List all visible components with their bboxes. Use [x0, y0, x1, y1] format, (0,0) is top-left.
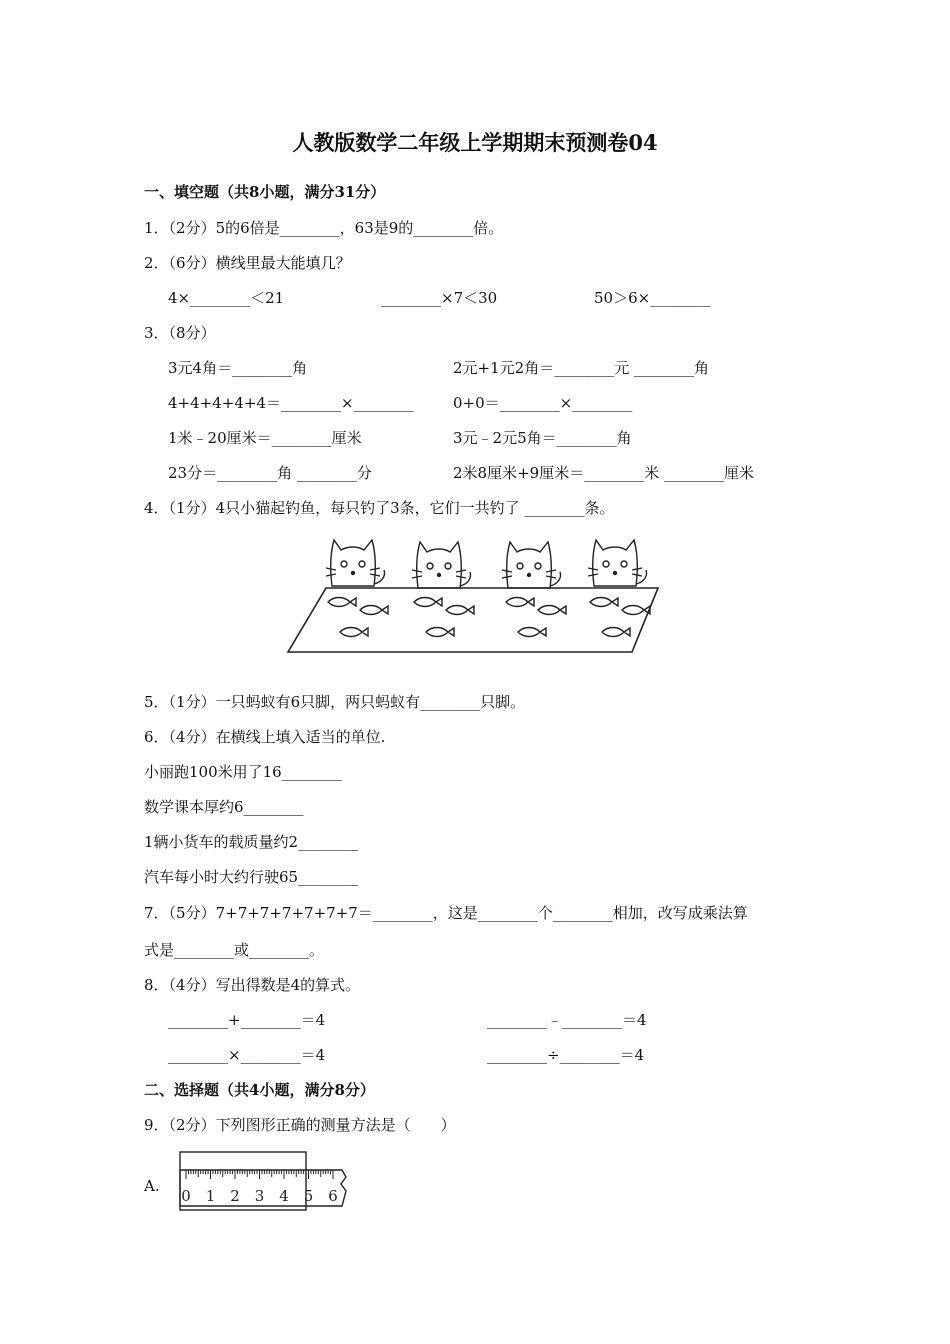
ruler-measurement-figure: [176, 1150, 352, 1214]
q6-item-3: 1辆小货车的载质量约2________: [144, 833, 359, 851]
fish-icon-group: [414, 598, 474, 637]
q2-item-3: 50＞6×________: [594, 289, 711, 307]
cats-fishing-illustration: [286, 528, 666, 660]
q3-row1-left: 3元4角＝________角: [168, 359, 308, 377]
ruler-tick-label: 2: [230, 1187, 240, 1205]
q3-row2-left: 4+4+4+4+4＝________×________: [168, 394, 414, 412]
cat-icon: [326, 540, 385, 586]
ruler-tick-label: 6: [328, 1187, 338, 1205]
q3-row3-left: 1米﹣20厘米＝________厘米: [168, 429, 362, 447]
cat-icon: [588, 540, 647, 586]
question-5: 5．（1分）一只蚂蚁有6只脚，两只蚂蚁有________只脚。: [144, 693, 526, 711]
section-heading-choice: 二、选择题（共4小题，满分8分）: [144, 1081, 375, 1099]
q3-row4-left: 23分＝________角 ________分: [168, 464, 372, 482]
question-2: 2．（6分）横线里最大能填几？: [144, 254, 351, 272]
fish-icon-group: [506, 598, 566, 637]
question-7-continued: 式是________或________。: [144, 941, 325, 959]
section-heading-fill-in: 一、填空题（共8小题，满分31分）: [144, 183, 386, 201]
question-1: 1．（2分）5的6倍是________，63是9的________倍。: [144, 219, 504, 237]
question-3: 3．（8分）: [144, 324, 216, 342]
q3-row4-right: 2米8厘米+9厘米＝________米 ________厘米: [453, 464, 754, 482]
question-6: 6．（4分）在横线上填入适当的单位.: [144, 728, 386, 746]
q6-item-4: 汽车每小时大约行驶65________: [144, 868, 359, 886]
question-4: 4．（1分）4只小猫起钓鱼，每只钓了3条，它们一共钓了 ________条。: [144, 499, 615, 517]
q8-item-2: ________﹣________＝4: [487, 1011, 647, 1029]
q6-item-2: 数学课本厚约6________: [144, 798, 304, 816]
question-9: 9．（2分）下列图形正确的测量方法是（ ）: [144, 1116, 456, 1134]
ruler-tick-label: 3: [254, 1187, 265, 1205]
page-title: 人教版数学二年级上学期期末预测卷04: [292, 130, 658, 155]
cat-icon: [412, 542, 471, 588]
cat-icon: [502, 542, 561, 588]
q3-row2-right: 0+0＝________×________: [453, 394, 633, 412]
q2-item-1: 4×________＜21: [168, 289, 285, 307]
ruler-tick-label: 5: [303, 1187, 314, 1205]
question-7: 7．（5分）7+7+7+7+7+7+7＝________，这是________个________相加，改写成乘法算: [144, 904, 748, 922]
q3-row1-right: 2元+1元2角＝________元 ________角: [453, 359, 709, 377]
q6-item-1: 小丽跑100米用了16________: [144, 763, 342, 781]
fish-icon-group: [328, 598, 388, 637]
q9-option-a-label: A.: [144, 1177, 160, 1195]
q8-item-4: ________÷________＝4: [487, 1046, 645, 1064]
ruler-tick-label: 0: [181, 1187, 191, 1205]
q2-item-2: ________×7＜30: [381, 289, 498, 307]
q8-item-3: ________×________＝4: [168, 1046, 326, 1064]
ruler-tick-label: 4: [279, 1187, 289, 1205]
q8-item-1: ________+________＝4: [168, 1011, 326, 1029]
question-8: 8．（4分）写出得数是4的算式。: [144, 976, 361, 994]
ruler-tick-label: 1: [205, 1187, 216, 1205]
q3-row3-right: 3元﹣2元5角＝________角: [453, 429, 632, 447]
